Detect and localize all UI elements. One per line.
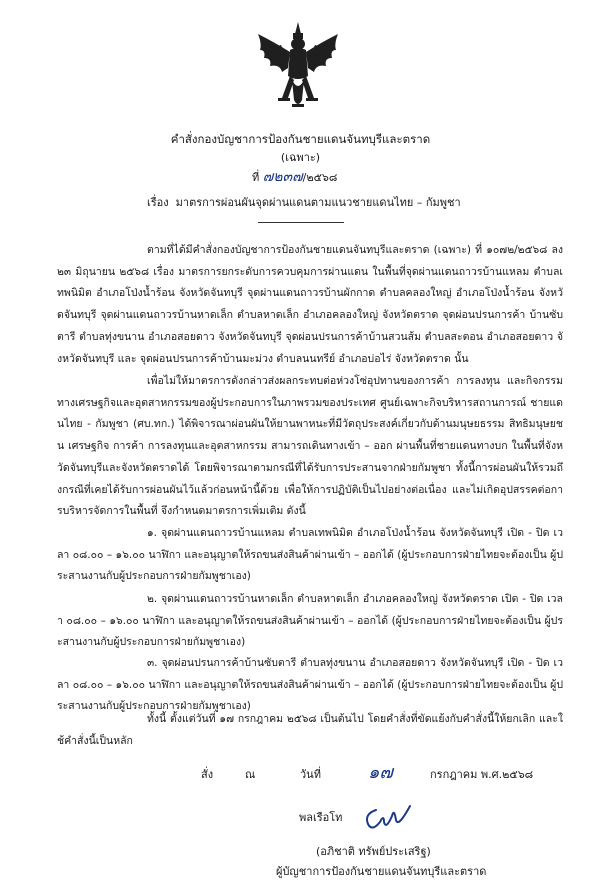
month-year: กรกฎาคม พ.ศ.๒๕๖๘ (430, 768, 534, 781)
paragraph-item-2: ๒. จุดผ่านแดนถาวรบ้านหาดเล็ก ตำบลหาดเล็ก อำเภอคลองใหญ่ จังหวัดตราด เปิด - ปิด เวลา ๐๘.๐๐ – ๑๖.๐๐ นาฬิกา และอนุญาตให้รถขนส่งสินค้าผ่านเข้า – ออกได้ (ผู้ประกอบการฝ่ายไทยจะต้องเป็น ผู้ประสานงานกับผู้ประกอบการฝ่ายกัมพูชาเอง) (57, 593, 563, 649)
at-label: ณ (245, 768, 256, 781)
ordered-label: สั่ง (201, 768, 214, 781)
order-number-prefix: ที่ (252, 171, 260, 184)
signatory-rank: พลเรือโท (299, 811, 343, 824)
subject-text: มาตรการผ่อนผันจุดผ่านแดนตามแนวชายแดนไทย – กัมพูชา (175, 196, 461, 209)
subject-line (147, 196, 461, 210)
order-number-suffix: /๒๕๖๘ (302, 171, 338, 184)
paragraph-rationale: เพื่อไม่ให้มาตรการดังกล่าวส่งผลกระทบต่อห่วงโซ่อุปทานของการค้า การลงทุน และกิจกรรม ทางเศรษฐกิจและอุตสาหกรรมของผู้ประกอบการในภาพรวมของประเทศ ศูนย์เฉพาะกิจบริหารสถานการณ์ ชายแดนไทย - กัมพูชา (ศบ.ทก.) ได้พิจารณาผ่อนผันให้ยานพาหนะที่มีวัตถุประสงค์เกี่ยวกับด้านมนุษยธรรม สิทธิมนุษยชน เศรษฐกิจ การค้า การลงทุนและอุตสาหกรรม สามารถเดินทางเข้า – ออก ผ่านพื้นที่ชายแดนทางบก ในพื้นที่จังหวัดจันทบุรีและจังหวัดตราดได้ โดยพิจารณาตามกรณีที่ได้รับการประสานจากฝ่ายกัมพูชา ทั้งนี้การผ่อนผันให้รวมถึงกรณีที่เคยได้รับการผ่อนผันไว้แล้วก่อนหน้านี้ด้วย เพื่อให้การปฏิบัติเป็นไปอย่างต่อเนื่อง และไม่เกิดอุปสรรคต่อการบริหารจัดการในพื้นที่ จึงกำหนดมาตรการเพิ่มเติม ดังนี้ (57, 375, 563, 518)
document-special-tag: (เฉพาะ) (280, 151, 321, 164)
paragraph-intro: ตามที่ได้มีคำสั่งกองบัญชาการป้องกันชายแดนจันทบุรีและตราด (เฉพาะ) ที่ ๑๐๗๒/๒๕๖๘ ลง ๒๓ มิถุนายน ๒๕๖๘ เรื่อง มาตรการยกระดับการควบคุมการผ่านแดน ในพื้นที่จุดผ่านแดนถาวรบ้านแหลม ตำบลเทพนิมิต อำเภอโป่งน้ำร้อน จังหวัดจันทบุรี จุดผ่านแดนถาวรบ้านผักกาด ตำบลคลองใหญ่ อำเภอโป่งน้ำร้อน จังหวัดจันทบุรี จุดผ่านแดนถาวรบ้านหาดเล็ก ตำบลหาดเล็ก อำเภอคลองใหญ่ จังหวัดตราด จุดผ่อนปรนการค้า บ้านซับตารี ตำบลทุ่งขนาน อำเภอสอยดาว จังหวัดจันทบุรี จุดผ่อนปรนการค้าบ้านสวนส้ม ตำบลสะตอน อำเภอสอยดาว จังหวัดจันทบุรี และ จุดผ่อนปรนการค้าบ้านมะม่วง ตำบลนนทรีย์ อำเภอบ่อไร่ จังหวัดตราด นั้น (57, 244, 563, 365)
signatory-name: (อภิชาติ ทรัพย์ประเสริฐ) (316, 845, 431, 858)
order-number (252, 170, 337, 185)
document-title: คำสั่งกองบัญชาการป้องกันชายแดนจันทบุรีและตราด (170, 132, 431, 146)
date-label: วันที่ (300, 768, 321, 781)
paragraph-item-1: ๑. จุดผ่านแดนถาวรบ้านแหลม ตำบลเทพนิมิต อำเภอโป่งน้ำร้อน จังหวัดจันทบุรี เปิด - ปิด เวลา ๐๘.๐๐ – ๑๖.๐๐ นาฬิกา และอนุญาตให้รถขนส่งสินค้าผ่านเข้า – ออกได้ (ผู้ประกอบการฝ่ายไทยจะต้องเป็น ผู้ประสานงานกับผู้ประกอบการฝ่ายกัมพูชาเอง) (57, 527, 563, 583)
header-divider (258, 222, 344, 223)
date-handwritten: ๑๗ (368, 762, 393, 783)
paragraph-effective: ทั้งนี้ ตั้งแต่วันที่ ๑๗ กรกฎาคม ๒๕๖๘ เป็นต้นไป โดยคำสั่งที่ขัดแย้งกับคำสั่งนี้ให้ยกเลิก และใช้คำสั่งนี้เป็นหลัก (57, 713, 563, 747)
subject-label: เรื่อง (147, 196, 169, 209)
paragraph-item-3: ๓. จุดผ่อนปรนการค้าบ้านซับตารี ตำบลทุ่งขนาน อำเภอสอยดาว จังหวัดจันทบุรี เปิด - ปิด เวลา ๐๘.๐๐ – ๑๖.๐๐ นาฬิกา และอนุญาตให้รถขนส่งสินค้าผ่านเข้า – ออกได้ (ผู้ประกอบการฝ่ายไทยจะต้องเป็น ผู้ประสานงานกับผู้ประกอบการฝ่ายกัมพูชาเอง) (57, 657, 563, 713)
signature-icon (362, 800, 414, 836)
signatory-position: ผู้บัญชาการป้องกันชายแดนจันทบุรีและตราด (276, 865, 487, 878)
garuda-emblem-icon (252, 20, 344, 120)
order-number-handwritten: ๗๒๓๗ (262, 169, 303, 185)
